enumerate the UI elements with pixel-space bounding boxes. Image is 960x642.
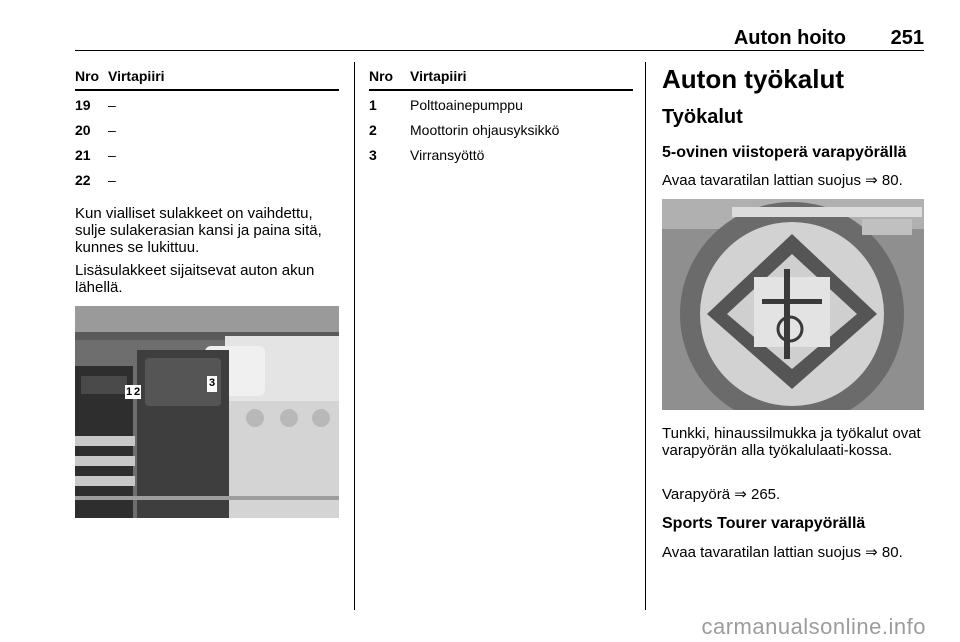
- table-row-nr: 20: [75, 122, 91, 138]
- header-rule: [75, 50, 924, 51]
- jack-toolbox-illustration: [662, 199, 924, 410]
- hatchback-cover-paragraph: Avaa tavaratilan lattian suojus ⇒ 80.: [662, 172, 903, 189]
- table-row-value: –: [108, 147, 116, 163]
- column-divider-right: [645, 62, 646, 610]
- table-row-value: –: [108, 122, 116, 138]
- column-divider-left: [354, 62, 355, 610]
- fuse-replace-paragraph: Kun vialliset sulakkeet on vaihdettu, sulje sulakerasian kansi ja paina sitä, kunnes se lukittuu.: [75, 205, 322, 256]
- running-header-title: Auton hoito: [733, 27, 846, 49]
- table-row-nr: 1: [369, 97, 377, 113]
- page-number: 251: [890, 27, 924, 49]
- mid-table-rule: [369, 89, 633, 91]
- sports-tourer-heading: Sports Tourer varapyörällä: [662, 515, 866, 532]
- table-row-value: Moottorin ohjausyksikkö: [410, 122, 560, 138]
- mid-table-col-name: Virtapiiri: [410, 68, 467, 84]
- table-row-nr: 22: [75, 172, 91, 188]
- subsection-heading: Työkalut: [662, 106, 743, 128]
- table-row-value: Virransyöttö: [410, 147, 485, 163]
- fuse-callout-1: 1: [126, 386, 133, 398]
- tools-location-paragraph: Tunkki, hinaussilmukka ja työkalut ovat varapyörän alla työkalulaati-kossa.: [662, 425, 921, 459]
- extra-fuses-paragraph: Lisäsulakkeet sijaitsevat auton akun lähellä.: [75, 262, 315, 296]
- table-row-value: –: [108, 172, 116, 188]
- left-table-col-name: Virtapiiri: [108, 68, 165, 84]
- hatchback-heading: 5-ovinen viistoperä varapyörällä: [662, 144, 907, 161]
- section-heading: Auton työkalut: [662, 64, 844, 94]
- table-row-nr: 21: [75, 147, 91, 163]
- spare-wheel-ref-paragraph: Varapyörä ⇒ 265.: [662, 486, 781, 503]
- fuse-callout-3: 3: [209, 377, 216, 389]
- fuse-callout-2: 2: [134, 386, 141, 398]
- table-row-value: Polttoainepumppu: [410, 97, 523, 113]
- left-table-col-nr: Nro: [75, 68, 100, 84]
- table-row-nr: 2: [369, 122, 377, 138]
- table-row-nr: 3: [369, 147, 377, 163]
- table-row-nr: 19: [75, 97, 91, 113]
- battery-fuse-illustration: [75, 306, 339, 518]
- sports-tourer-cover-paragraph: Avaa tavaratilan lattian suojus ⇒ 80.: [662, 544, 903, 561]
- left-table-rule: [75, 89, 339, 91]
- spare-wheel-tools-photo: [662, 199, 924, 410]
- battery-fuse-photo: [75, 306, 339, 518]
- watermark-footer: carmanualsonline.info: [701, 614, 926, 639]
- table-row-value: –: [108, 97, 116, 113]
- mid-table-col-nr: Nro: [369, 68, 394, 84]
